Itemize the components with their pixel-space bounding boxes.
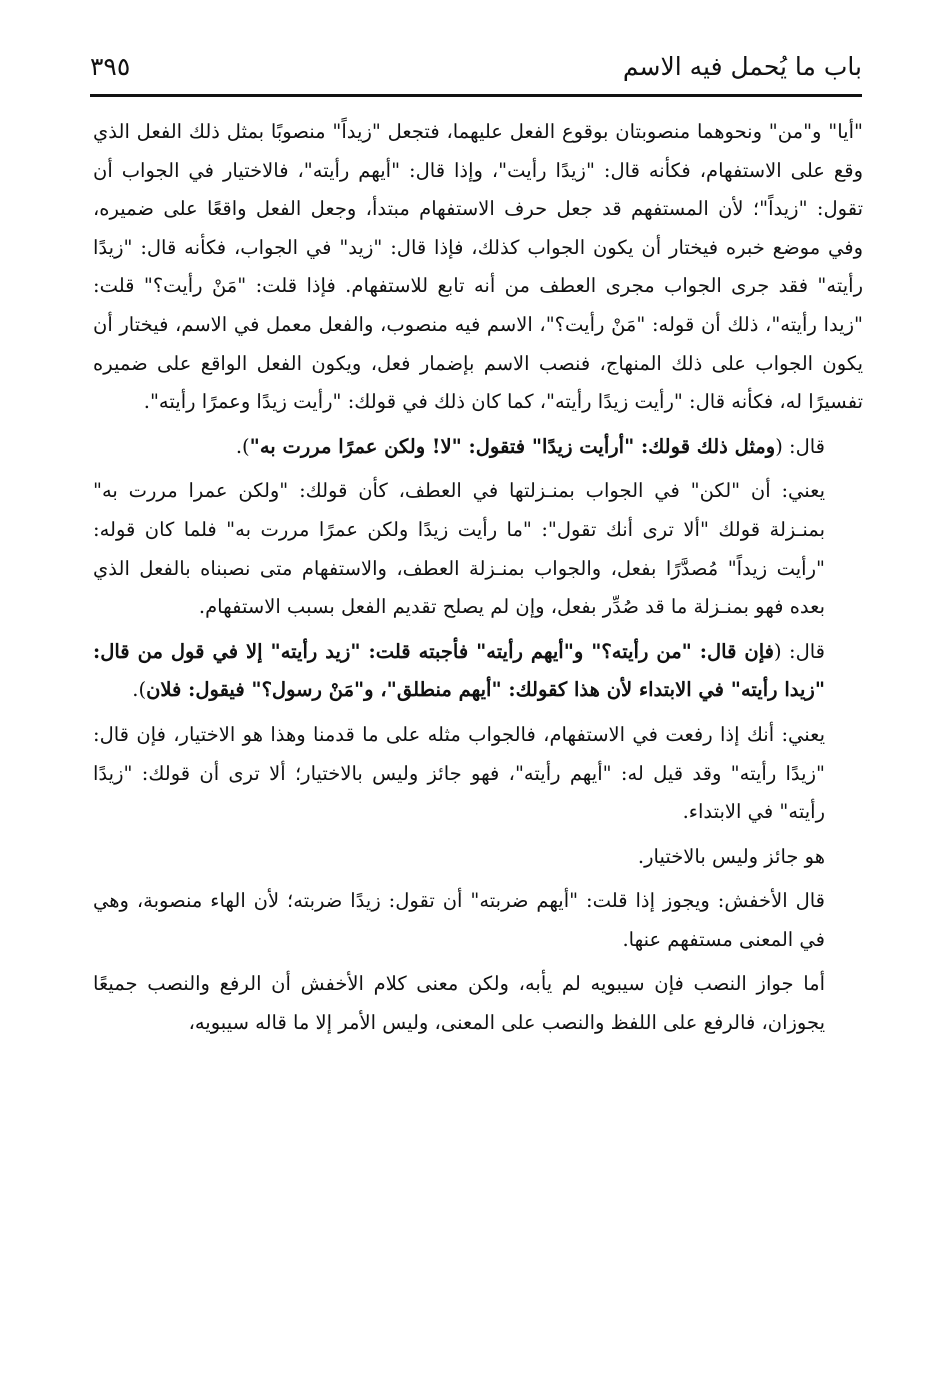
quote-tail: ). <box>235 434 250 458</box>
chapter-title: باب ما يُحمل فيه الاسم <box>622 52 862 81</box>
header-rule <box>90 94 862 97</box>
paragraph-8: أما جواز النصب فإن سيبويه لم يأبه، ولكن معنى كلام الأخفش أن الرفع والنصب جميعًا يجوزان، فالرفع على اللفظ والنصب على المعنى، وليس الأمر إلا ما قاله سيبويه، <box>93 972 825 1035</box>
page-number: ٣٩٥ <box>90 52 131 81</box>
paragraph-4-quote <box>93 633 825 710</box>
quote-lead: قال: ( <box>775 434 825 458</box>
quote-tail: ). <box>132 678 147 702</box>
paragraph-3: يعني: أن "لكن" في الجواب بمنـزلتها في العطف، كأن قولك: "ولكن عمرا مررت به" بمنـزلة قولك "ألا ترى أنك تقول": "ما رأيت زيدًا ولكن عمرًا مررت به" فلما كان قوله: "رأيت زيداً" مُصدَّرًا بفعل، والجواب بمنـزلة العطف، والاستفهام متى نصبناه بالفعل الذي بعده فهو بمنـزلة ما قد صُدِّر بفعل، وإن لم يصلح تقديم الفعل بسبب الاستفهام. <box>93 479 825 619</box>
paragraph-2-quote <box>93 428 825 467</box>
quote-text: فإن قال: "من رأيته؟" و"أيهم رأيته" فأجبته قلت: "زيد رأيته" إلا في قول من قال: "زيدا رأيته" في الابتداء لأن هذا كقولك: "أيهم منطلق"، و"مَنْ رسول؟" فيقول: فلان <box>93 639 825 702</box>
running-header <box>90 52 862 96</box>
paragraph-1: "أيا" و"من" ونحوهما منصوبتان بوقوع الفعل عليهما، فتجعل "زيداً" منصوبًا بمثل ذلك الفعل الذي وقع على الاستفهام، فكأنه قال: "زيدًا رأيت"، وإذا قال: "أيهم رأيته"، فالاختيار في الجواب أن تقول: "زيداً"؛ لأن المستفهم قد جعل حرف الاستفهام مبتدأ، وجعل الفعل واقعًا على ضميره، وفي موضع خبره فيختار أن يكون الجواب كذلك، فإذا قال: "زيد" في الجواب، فكأنه قال: "زيدًا رأيته" فقد جرى الجواب مجرى العطف من أنه تابع للاستفهام. فإذا قلت: "مَنْ رأيت؟" قلت: "زيدا رأيته"، ذلك أن قوله: "مَنْ رأيت؟"، الاسم فيه منصوب، والفعل معمل في الاسم، فيختار أن يكون الجواب على ذلك المنهاج، فنصب الاسم بإضمار فعل، ويكون الفعل الواقع على ضميره تفسيرًا له، فكأنه قال: "رأيت زيدًا رأيته"، كما كان ذلك في قولك: "رأيت زيدًا وعمرًا رأيته". <box>93 120 863 414</box>
paragraph-7: قال الأخفش: ويجوز إذا قلت: "أيهم ضربته" أن تقول: زيدًا ضربته؛ لأن الهاء منصوبة، وهي في المعنى مستفهم عنها. <box>93 889 825 951</box>
quote-text: ومثل ذلك قولك: "أرأيت زيدًا" فتقول: "لا! ولكن عمرًا مررت به" <box>249 434 776 458</box>
paragraph-6: هو جائز وليس بالاختيار. <box>637 844 825 868</box>
paragraph-5: يعني: أنك إذا رفعت في الاستفهام، فالجواب مثله على ما قدمنا وهذا هو الاختيار، فإن قال: "زيدًا رأيته" وقد قيل له: "أيهم رأيته"، فهو جائز وليس بالاختيار؛ ألا ترى أن قولك: "زيدًا رأيته" في الابتداء. <box>93 722 825 824</box>
quote-lead: قال: ( <box>774 639 826 663</box>
page-body <box>93 113 863 1049</box>
